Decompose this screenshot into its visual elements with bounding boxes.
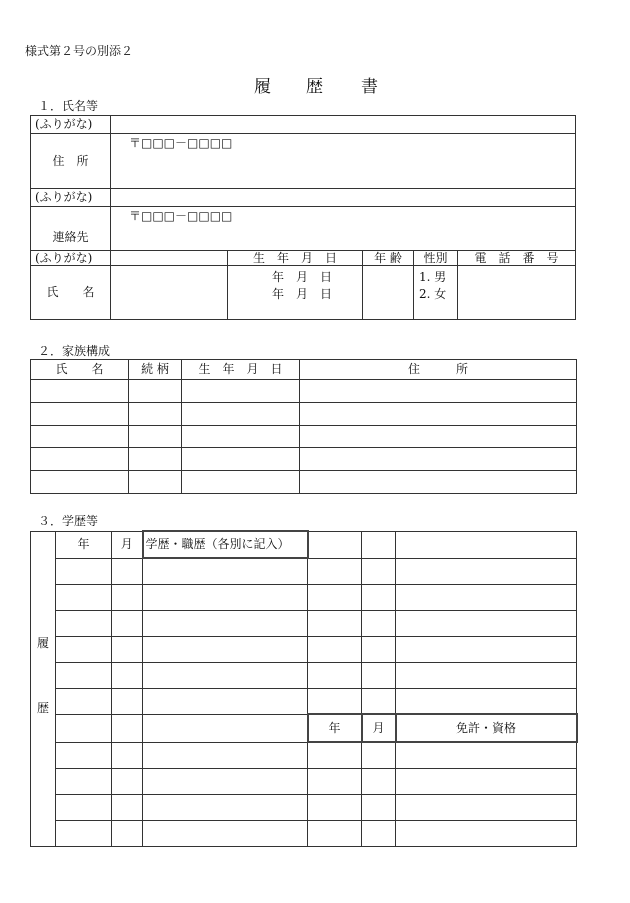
history-cell[interactable] [143,794,308,820]
phone-field[interactable] [458,266,576,320]
history-cell[interactable] [362,531,396,558]
history-cell[interactable] [56,714,112,742]
family-name-header: 氏 名 [31,360,129,380]
history-description-header: 学歴・職歴（各別に記入） [143,531,308,558]
family-cell[interactable] [31,380,129,403]
family-cell[interactable] [182,448,300,471]
family-table [30,359,577,494]
history-side-label [31,531,56,846]
furigana-label-1: (ふりがな) [31,116,111,134]
history-table [30,530,578,847]
history-cell[interactable] [112,610,143,636]
license-year-header: 年 [308,714,362,742]
history-year-header: 年 [56,531,112,558]
family-cell[interactable] [31,471,129,494]
history-cell[interactable] [56,610,112,636]
section1-heading: １．氏名等 [38,99,99,113]
family-relation-header: 続 柄 [129,360,182,380]
history-cell[interactable] [112,794,143,820]
address-label: 住 所 [31,134,111,189]
history-cell[interactable] [362,636,396,662]
name-label: 氏 名 [31,266,111,320]
birthdate-line-2: 年 月 日 [272,287,333,301]
title-char-3: 書 [361,77,378,97]
license-cell[interactable] [396,742,577,768]
family-cell[interactable] [31,403,129,426]
birthdate-header: 生 年 月 日 [228,251,363,266]
history-cell[interactable] [112,768,143,794]
history-cell[interactable] [143,610,308,636]
age-field[interactable] [363,266,414,320]
history-cell[interactable] [396,610,577,636]
license-cell[interactable] [308,768,362,794]
history-cell[interactable] [308,531,362,558]
license-cell[interactable] [308,820,362,846]
history-cell[interactable] [112,662,143,688]
family-cell[interactable] [182,471,300,494]
family-cell[interactable] [129,448,182,471]
phone-header: 電 話 番 号 [458,251,576,266]
license-cell[interactable] [396,794,577,820]
contact-field[interactable] [111,207,576,251]
history-cell[interactable] [143,688,308,714]
history-cell[interactable] [112,558,143,584]
history-cell[interactable] [362,610,396,636]
family-cell[interactable] [129,403,182,426]
birthdate-field[interactable] [228,266,363,320]
family-cell[interactable] [182,403,300,426]
history-cell[interactable] [308,662,362,688]
license-cell[interactable] [308,794,362,820]
history-cell[interactable] [362,688,396,714]
history-cell[interactable] [112,714,143,742]
history-cell[interactable] [56,742,112,768]
form-number: 様式第２号の別添２ [25,44,134,58]
family-cell[interactable] [31,448,129,471]
license-name-header: 免許・資格 [396,714,577,742]
history-cell[interactable] [308,584,362,610]
furigana-label-2: (ふりがな) [31,189,111,207]
personal-info-table [30,115,576,320]
address-field[interactable] [111,134,576,189]
history-cell[interactable] [143,584,308,610]
history-cell[interactable] [56,820,112,846]
contact-label: 連絡先 [31,207,111,251]
history-cell[interactable] [396,662,577,688]
history-cell[interactable] [112,688,143,714]
license-month-header: 月 [362,714,396,742]
history-side-char-2: 歴 [36,700,49,715]
history-cell[interactable] [143,820,308,846]
license-cell[interactable] [362,820,396,846]
address-postal: 〒□□□－□□□□ [129,136,233,150]
history-cell[interactable] [308,558,362,584]
history-cell[interactable] [143,662,308,688]
history-cell[interactable] [56,558,112,584]
sex-option-female[interactable]: 2. 女 [419,287,447,301]
history-cell[interactable] [56,768,112,794]
license-cell[interactable] [362,768,396,794]
family-cell[interactable] [129,471,182,494]
sex-header: 性別 [414,251,458,266]
history-cell[interactable] [308,610,362,636]
family-cell[interactable] [182,426,300,448]
family-cell[interactable] [300,403,577,426]
family-cell[interactable] [300,426,577,448]
history-cell[interactable] [308,636,362,662]
family-cell[interactable] [182,380,300,403]
history-cell[interactable] [362,662,396,688]
history-cell[interactable] [112,636,143,662]
family-cell[interactable] [300,471,577,494]
license-cell[interactable] [396,820,577,846]
history-side-char-1: 履 [36,635,49,650]
furigana-label-3: (ふりがな) [31,251,111,266]
history-cell[interactable] [112,742,143,768]
history-cell[interactable] [143,714,308,742]
family-birthdate-header: 生 年 月 日 [182,360,300,380]
furigana-contact-field[interactable] [111,189,576,207]
family-cell[interactable] [129,426,182,448]
title-char-1: 履 [254,77,271,97]
history-cell[interactable] [143,636,308,662]
license-cell[interactable] [396,768,577,794]
name-field[interactable] [111,266,228,320]
license-cell[interactable] [308,742,362,768]
history-cell[interactable] [112,584,143,610]
history-cell[interactable] [362,558,396,584]
family-cell[interactable] [31,426,129,448]
family-address-header: 住 所 [300,360,577,380]
history-cell[interactable] [143,742,308,768]
sex-option-male[interactable]: 1. 男 [419,270,447,284]
history-cell[interactable] [56,688,112,714]
history-cell[interactable] [396,531,577,558]
family-cell[interactable] [300,448,577,471]
furigana-address-field[interactable] [111,116,576,134]
family-cell[interactable] [300,380,577,403]
history-cell[interactable] [396,636,577,662]
history-cell[interactable] [56,584,112,610]
history-cell[interactable] [362,584,396,610]
age-header: 年 齢 [363,251,414,266]
history-cell[interactable] [396,558,577,584]
contact-postal: 〒□□□－□□□□ [129,209,233,223]
section3-heading: ３．学歴等 [38,514,99,528]
section2-heading: ２．家族構成 [38,344,111,358]
sex-field[interactable] [414,266,458,320]
history-cell[interactable] [396,584,577,610]
history-cell[interactable] [112,820,143,846]
license-cell[interactable] [362,794,396,820]
birthdate-line-1: 年 月 日 [272,270,333,284]
history-cell[interactable] [143,768,308,794]
history-cell[interactable] [308,688,362,714]
history-cell[interactable] [143,558,308,584]
history-month-header: 月 [112,531,143,558]
furigana-name-field[interactable] [111,251,228,266]
history-cell[interactable] [396,688,577,714]
family-cell[interactable] [129,380,182,403]
license-cell[interactable] [362,742,396,768]
history-cell[interactable] [56,662,112,688]
history-cell[interactable] [56,636,112,662]
title-char-2: 歴 [306,77,323,97]
history-cell[interactable] [56,794,112,820]
